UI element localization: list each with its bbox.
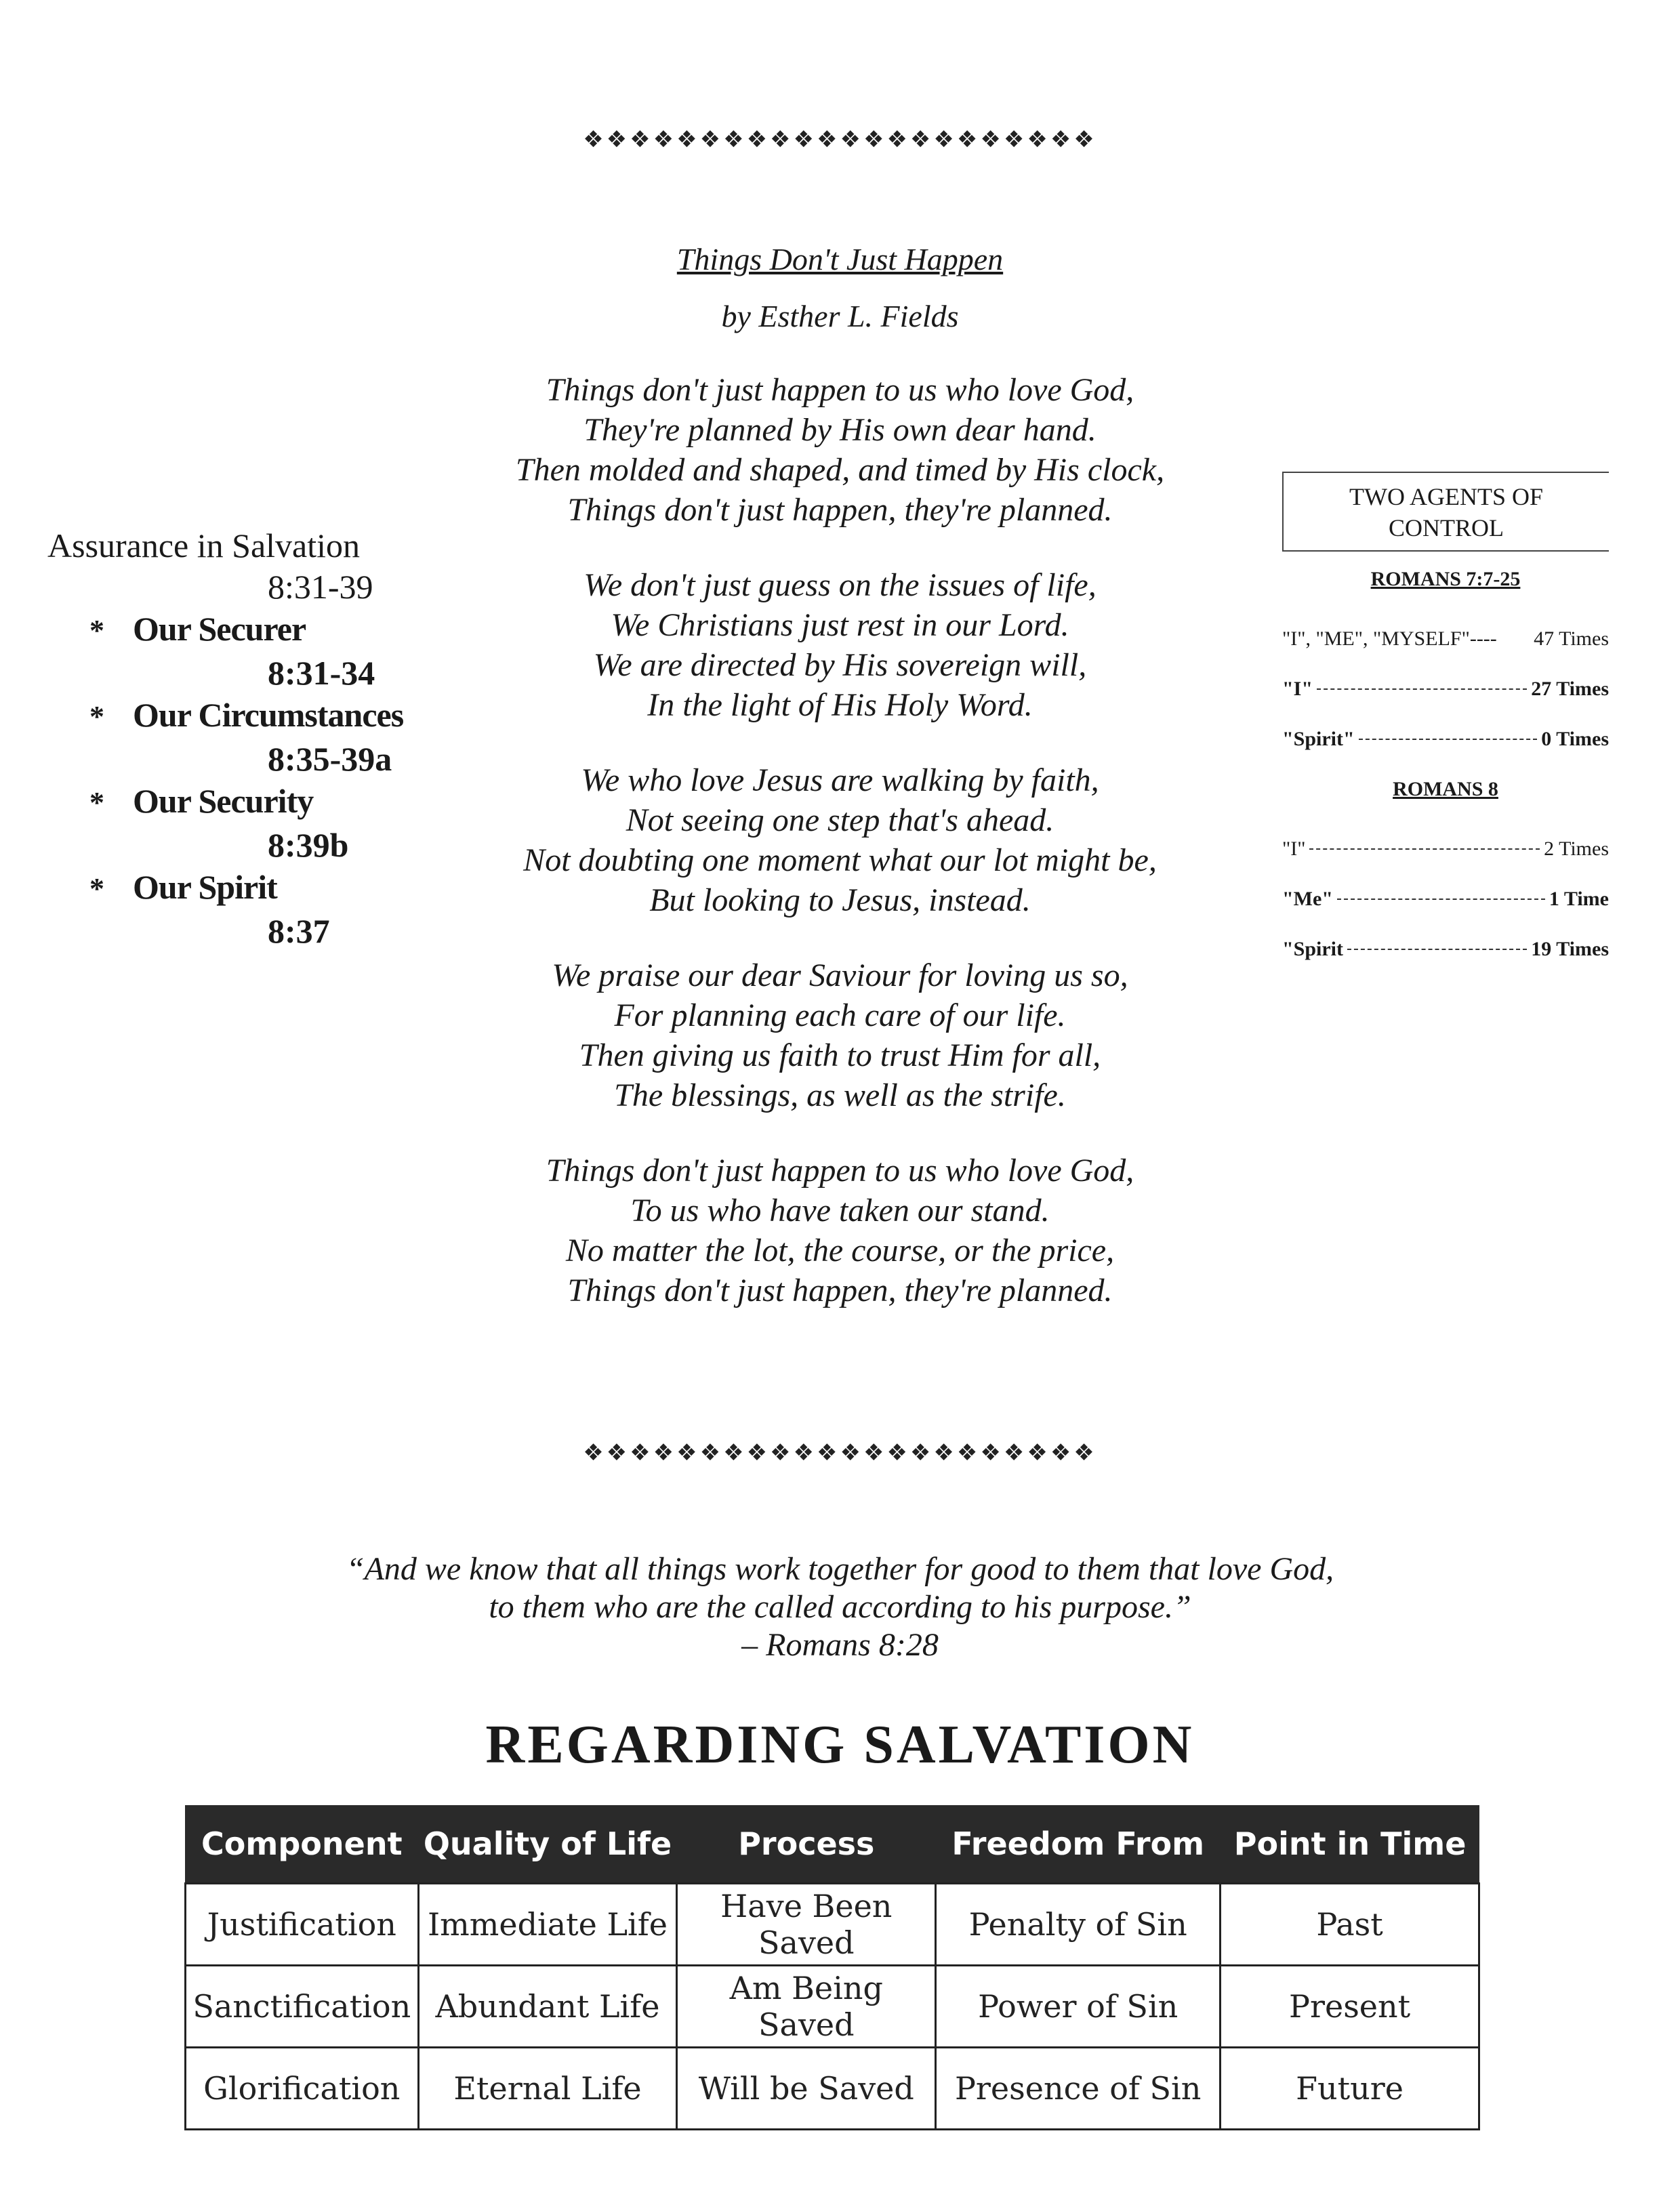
- agents-row: [1282, 714, 1609, 764]
- poem-line: To us who have taken our stand.: [630, 1193, 1050, 1229]
- table-cell: Justification: [186, 1884, 419, 1966]
- dash-leader: [1347, 949, 1527, 950]
- outline-item: [47, 608, 468, 652]
- bullet-asterisk-icon: *: [89, 614, 104, 647]
- poem-stanza-5: [0, 1151, 1680, 1310]
- table-row: [186, 2048, 1479, 2130]
- table-cell: Future: [1221, 2048, 1479, 2130]
- agents-row-value: 1 Time: [1549, 888, 1609, 910]
- quote-line: “And we know that all things work together for good to them that love God,: [346, 1551, 1334, 1587]
- bullet-asterisk-icon: *: [89, 872, 104, 905]
- agents-row-value: 47 Times: [1534, 627, 1609, 650]
- agents-row-value: 27 Times: [1531, 678, 1609, 700]
- table-cell: Will be Saved: [677, 2048, 936, 2130]
- poem-line: Things don't just happen, they're planned.: [567, 1273, 1113, 1308]
- dash-leader: [1359, 739, 1538, 740]
- outline-item-ref: 8:31-34: [268, 654, 375, 692]
- ornament-divider-middle: ❖❖❖❖❖❖❖❖❖❖❖❖❖❖❖❖❖❖❖❖❖❖: [583, 1439, 1097, 1466]
- bullet-asterisk-icon: *: [89, 786, 104, 819]
- agents-row-label: "Spirit": [1282, 728, 1355, 750]
- table-cell: Present: [1221, 1966, 1479, 2048]
- poem-line: No matter the lot, the course, or the price,: [565, 1233, 1115, 1268]
- agents-title-box: [1282, 472, 1609, 552]
- outline-item: [47, 780, 468, 824]
- poem-line: Things don't just happen to us who love God,: [546, 1153, 1134, 1189]
- agents-row: [1282, 614, 1609, 664]
- salvation-table: [184, 1805, 1480, 2130]
- column-header: Component: [186, 1805, 419, 1884]
- outline-item-label: Our Security: [133, 782, 314, 820]
- outline-heading: Assurance in Salvation: [47, 527, 361, 564]
- poem-line: Then giving us faith to trust Him for all,: [579, 1037, 1101, 1073]
- agents-title-line: CONTROL: [1389, 514, 1504, 541]
- agents-section-heading: ROMANS 8: [1393, 778, 1498, 800]
- poem-line: They're planned by His own dear hand.: [583, 412, 1097, 448]
- dash-leader: [1309, 848, 1540, 850]
- table-cell: Past: [1221, 1884, 1479, 1966]
- table-cell: Power of Sin: [936, 1966, 1221, 2048]
- dash-leader: [1337, 899, 1545, 900]
- poem-line: We praise our dear Saviour for loving us so,: [552, 957, 1128, 993]
- poem-line: Then molded and shaped, and timed by His clock,: [515, 452, 1165, 488]
- poem-line: We Christians just rest in our Lord.: [611, 607, 1069, 643]
- assurance-outline: [47, 525, 468, 952]
- agents-row-label: "I": [1282, 678, 1313, 700]
- agents-row-value: 0 Times: [1541, 728, 1609, 750]
- poem-line: We who love Jesus are walking by faith,: [581, 762, 1099, 798]
- table-cell: Glorification: [186, 2048, 419, 2130]
- poem-line: In the light of His Holy Word.: [647, 687, 1033, 723]
- agents-row-label: "I", "ME", "MYSELF"----: [1282, 627, 1497, 650]
- poem-line: We don't just guess on the issues of life,: [583, 567, 1097, 603]
- agents-section-heading: ROMANS 7:7-25: [1370, 568, 1521, 590]
- agents-title-line: TWO AGENTS OF: [1349, 483, 1543, 510]
- poem-stanza-4: [0, 955, 1680, 1115]
- bullet-asterisk-icon: *: [89, 700, 104, 733]
- table-cell: Have Been Saved: [677, 1884, 936, 1966]
- table-cell: Immediate Life: [418, 1884, 677, 1966]
- column-header: Process: [677, 1805, 936, 1884]
- poem-line: Things don't just happen to us who love God,: [546, 372, 1134, 408]
- agents-row-value: 19 Times: [1531, 938, 1609, 960]
- ornament-divider-top: ❖❖❖❖❖❖❖❖❖❖❖❖❖❖❖❖❖❖❖❖❖❖: [583, 126, 1097, 153]
- agents-row: [1282, 824, 1609, 874]
- poem-line: Things don't just happen, they're planned.: [567, 492, 1113, 528]
- poem-line: Not seeing one step that's ahead.: [626, 802, 1054, 838]
- agents-row: [1282, 664, 1609, 714]
- table-cell: Presence of Sin: [936, 2048, 1221, 2130]
- table-cell: Am Being Saved: [677, 1966, 936, 2048]
- column-header: Quality of Life: [418, 1805, 677, 1884]
- table-row: [186, 1884, 1479, 1966]
- table-row: [186, 1966, 1479, 2048]
- outline-item-label: Our Circumstances: [133, 696, 404, 734]
- table-cell: Eternal Life: [418, 2048, 677, 2130]
- two-agents-box: [1282, 472, 1609, 974]
- poem-line: Not doubting one moment what our lot might be,: [523, 842, 1157, 878]
- table-header-row: [186, 1805, 1479, 1884]
- agents-row-value: 2 Times: [1544, 838, 1609, 860]
- agents-row: [1282, 874, 1609, 924]
- poem-author: by Esther L. Fields: [721, 299, 959, 333]
- agents-row-label: "Spirit: [1282, 938, 1343, 960]
- outline-item-ref: 8:37: [268, 912, 330, 950]
- table-cell: Penalty of Sin: [936, 1884, 1221, 1966]
- poem-line: But looking to Jesus, instead.: [649, 882, 1031, 918]
- poem-line: We are directed by His sovereign will,: [593, 647, 1087, 683]
- agents-row-label: "Me": [1282, 888, 1333, 910]
- quote-line: to them who are the called according to his purpose.”: [489, 1589, 1191, 1625]
- quote-citation: – Romans 8:28: [741, 1627, 939, 1663]
- table-cell: Sanctification: [186, 1966, 419, 2048]
- poem-line: The blessings, as well as the strife.: [614, 1077, 1066, 1113]
- poem-line: For planning each care of our life.: [614, 997, 1066, 1033]
- salvation-title: REGARDING SALVATION: [485, 1715, 1195, 1775]
- outline-item-label: Our Spirit: [133, 868, 277, 906]
- column-header: Point in Time: [1221, 1805, 1479, 1884]
- outline-item-ref: 8:35-39a: [268, 740, 392, 778]
- agents-row-label: "I": [1282, 838, 1306, 860]
- outline-item: [47, 866, 468, 910]
- outline-heading-ref: 8:31-39: [268, 568, 373, 606]
- agents-row: [1282, 924, 1609, 974]
- outline-item-ref: 8:39b: [268, 826, 349, 864]
- outline-item: [47, 694, 468, 738]
- dash-leader: [1317, 688, 1527, 690]
- poem-title: Things Don't Just Happen: [676, 242, 1004, 276]
- outline-item-label: Our Securer: [133, 610, 306, 648]
- table-cell: Abundant Life: [418, 1966, 677, 2048]
- column-header: Freedom From: [936, 1805, 1221, 1884]
- scripture-quote: [0, 1550, 1680, 1664]
